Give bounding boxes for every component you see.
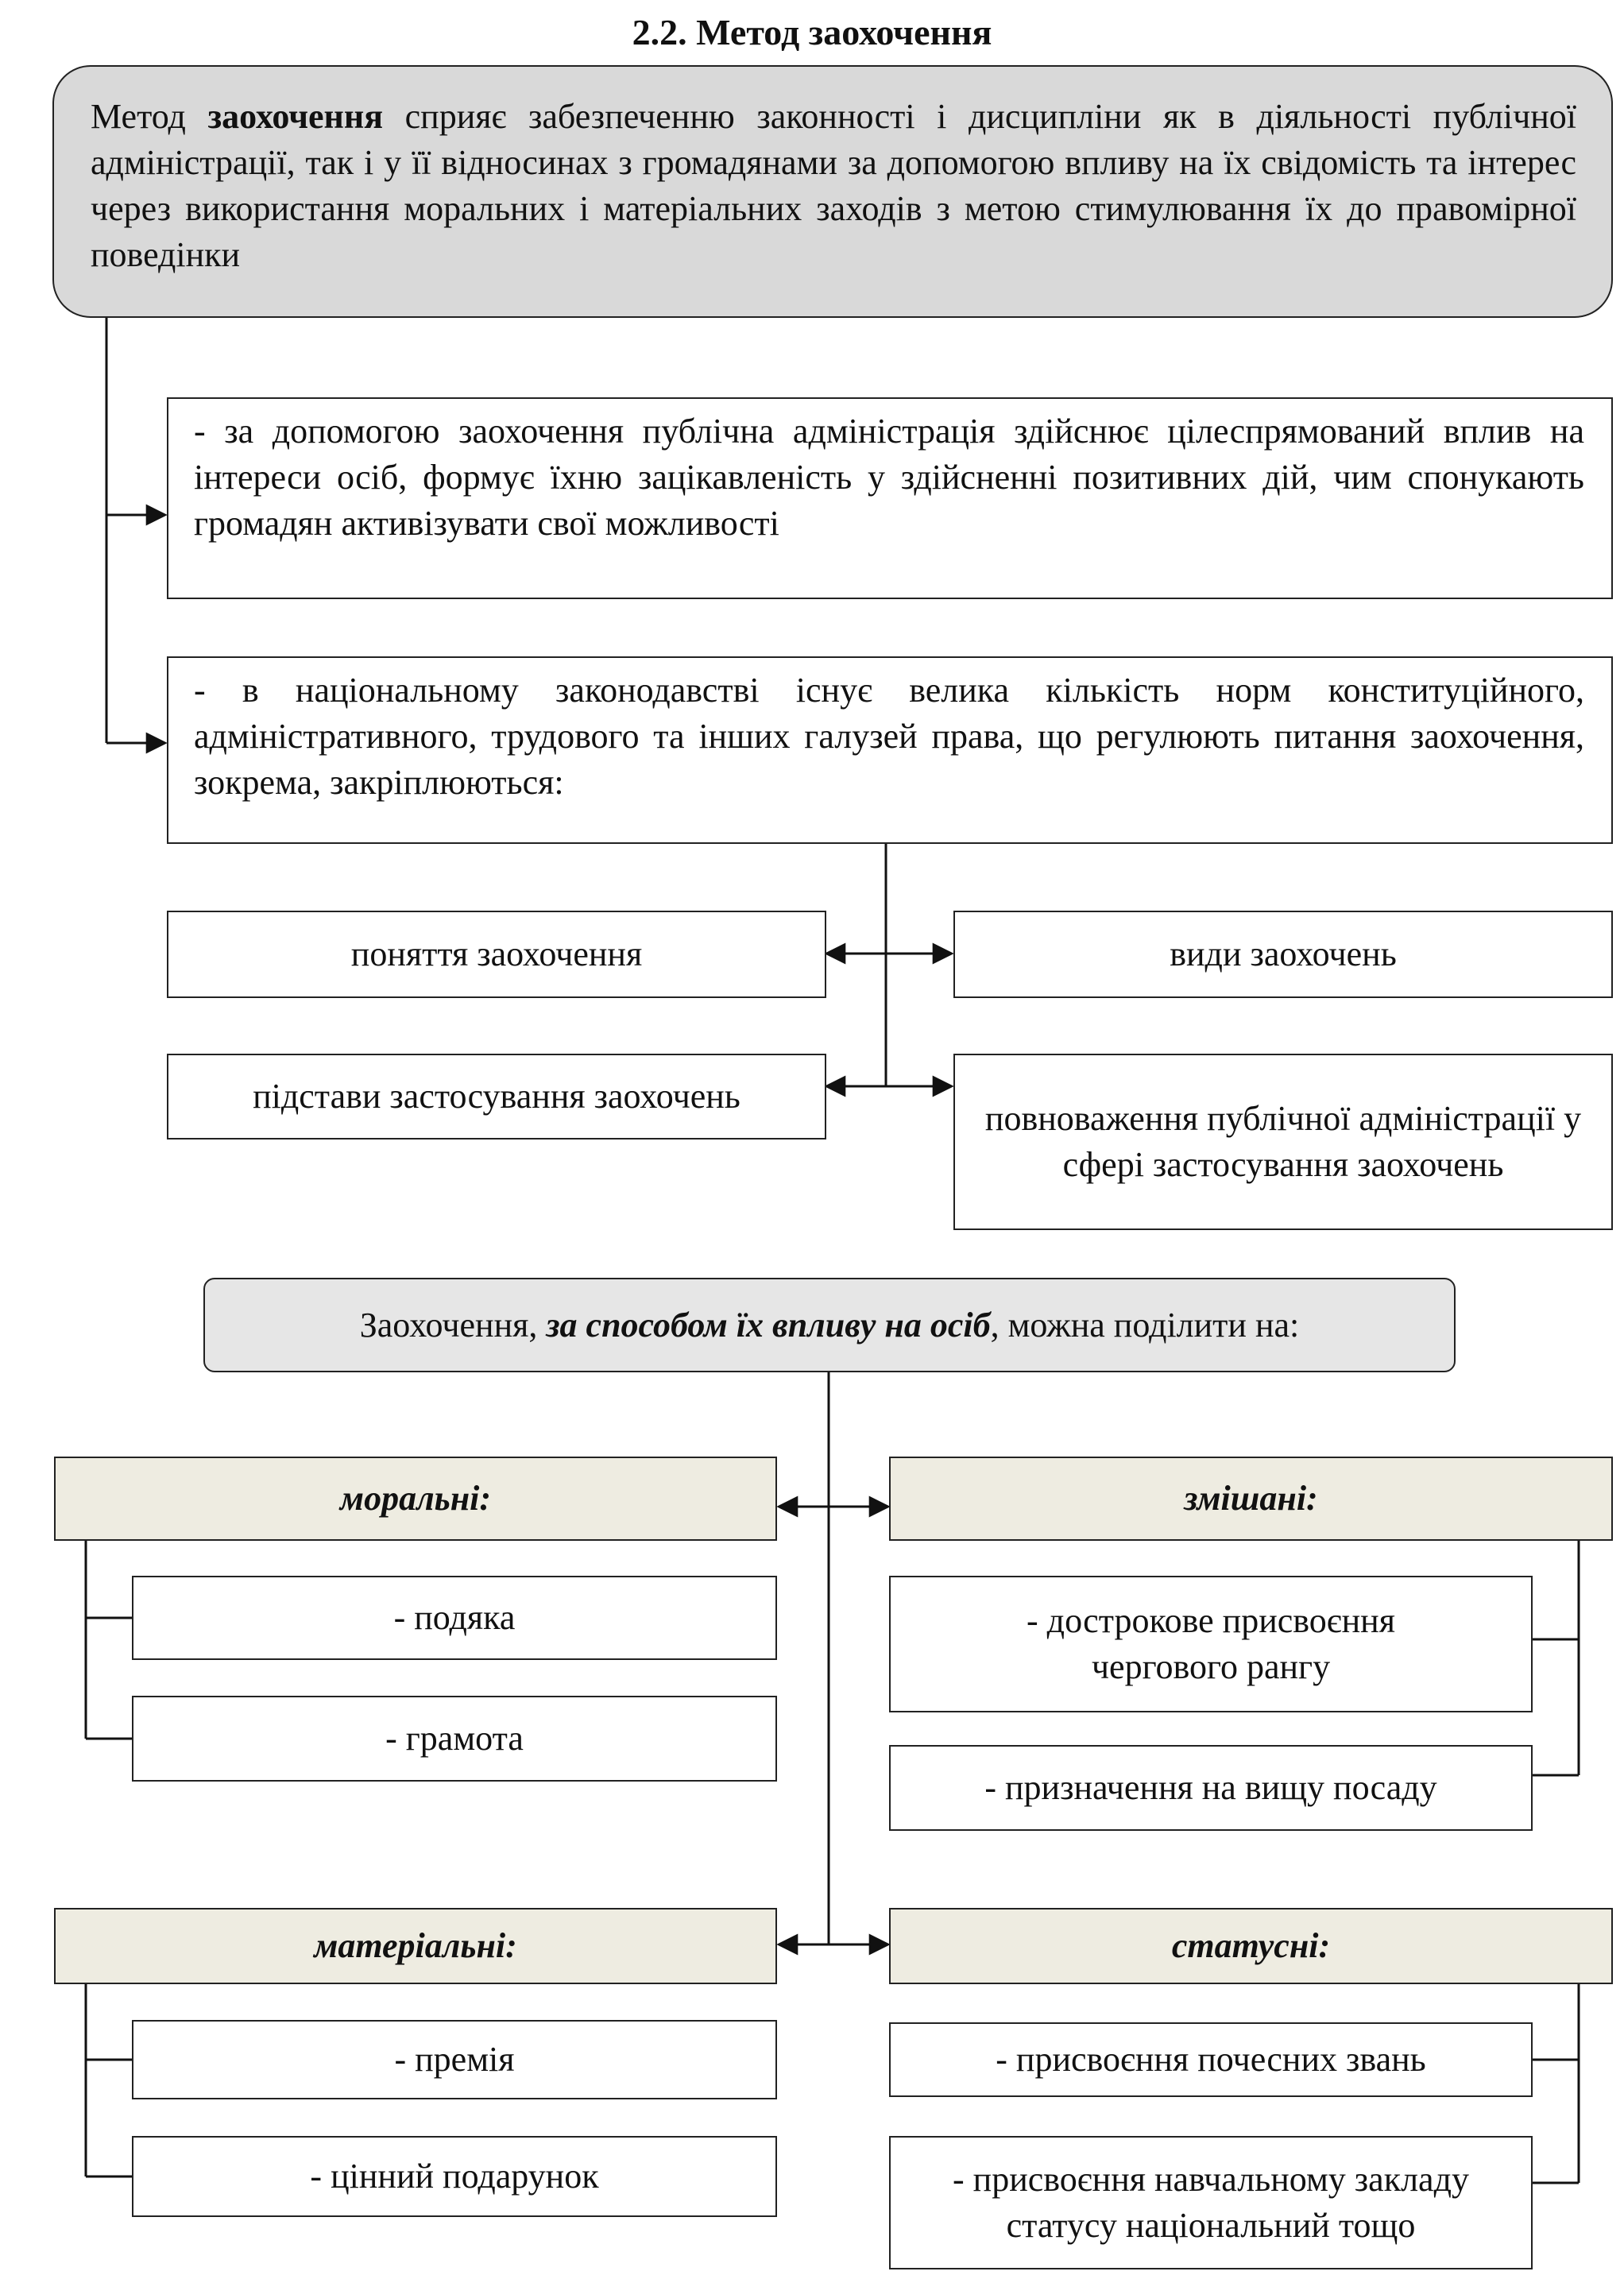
page-title: 2.2. Метод заохочення bbox=[632, 12, 992, 52]
norm-concept-label: поняття заохочення bbox=[350, 934, 643, 973]
category-mixed-header bbox=[889, 1457, 1613, 1541]
material-item-2: - цінний подарунок bbox=[132, 2136, 777, 2217]
material-item-1: - премія bbox=[132, 2020, 777, 2099]
category-mixed-label: змішані: bbox=[1184, 1479, 1318, 1518]
norm-powers-label: повноваження публічної адміністрації у сфері застосування заохочень bbox=[984, 1099, 1582, 1184]
category-moral-label: моральні: bbox=[339, 1479, 492, 1518]
definition-prefix: Метод bbox=[91, 97, 208, 136]
category-material-header bbox=[54, 1908, 777, 1984]
norm-grounds-box bbox=[167, 1054, 826, 1140]
mixed-item-1: - дострокове присвоєння чергового рангу bbox=[889, 1576, 1533, 1712]
definition-text: сприяє забезпеченню законності і дисципліни як в діяльності публічної адміністрації, так і у її відносинах з громадянами за допомогою впливу на їх свідомість та інтерес через використання моральних і матеріальних заходів з метою стимулювання їх до правомірної поведінки bbox=[91, 97, 1576, 274]
status-item-2: - присвоєння навчальному закладу статусу національний тощо bbox=[889, 2136, 1533, 2269]
point-text-1: - за допомогою заохочення публічна адміністрація здійснює цілеспрямований вплив на інтереси осіб, формує їхню зацікавленість у здійсненні позитивних дій, чим спонукають громадян активізувати свої можливості bbox=[194, 412, 1584, 543]
moral-item-1: - подяка bbox=[132, 1576, 777, 1660]
category-status-header bbox=[889, 1908, 1613, 1984]
mixed-item-2: - призначення на вищу посаду bbox=[889, 1745, 1533, 1831]
point-box-2 bbox=[167, 656, 1613, 844]
norm-types-label: види заохочень bbox=[1170, 934, 1397, 973]
point-box-1 bbox=[167, 397, 1613, 599]
norm-concept-box bbox=[167, 911, 826, 998]
category-status-label: статусні: bbox=[1171, 1926, 1331, 1965]
point-text-2: - в національному законодавстві існує велика кількість норм конституційного, адміністративного, трудового та інших галузей права, що регулюють питання заохочення, зокрема, закріплюються: bbox=[194, 671, 1584, 802]
norm-grounds-label: підстави застосування заохочень bbox=[253, 1077, 740, 1116]
definition-term: заохочення bbox=[207, 97, 384, 136]
moral-item-2: - грамота bbox=[132, 1696, 777, 1782]
classification-emphasis: за способом їх впливу на осіб bbox=[546, 1305, 991, 1345]
category-moral-header bbox=[54, 1457, 777, 1541]
method-definition-box bbox=[52, 65, 1613, 318]
classification-header-box bbox=[203, 1278, 1456, 1372]
category-material-label: матеріальні: bbox=[314, 1926, 517, 1965]
status-item-1: - присвоєння почесних звань bbox=[889, 2022, 1533, 2097]
norm-powers-box bbox=[953, 1054, 1613, 1230]
classification-text: Заохочення, за способом їх впливу на осіб, можна поділити на: bbox=[359, 1305, 1300, 1345]
norm-types-box bbox=[953, 911, 1613, 998]
